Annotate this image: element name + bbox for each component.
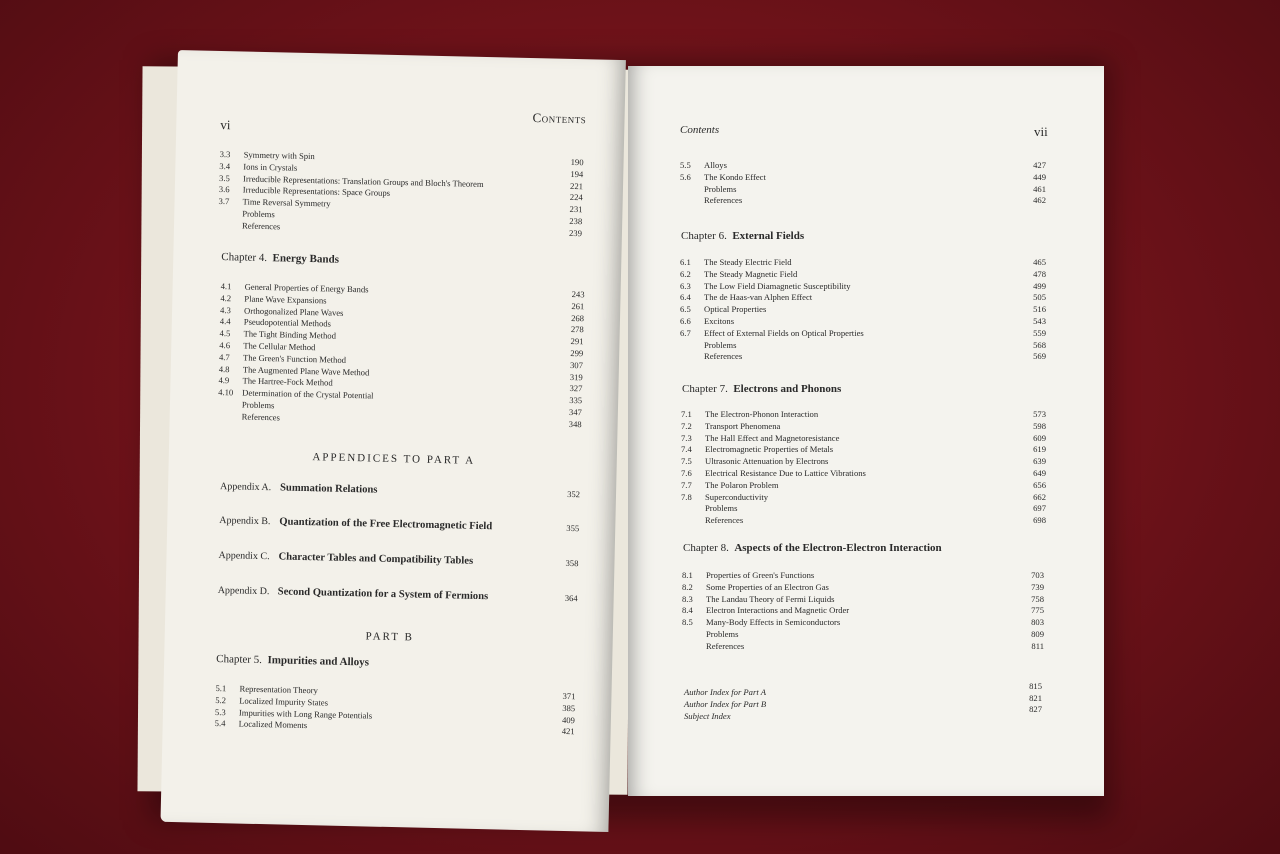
toc-num: 4.3	[220, 304, 231, 315]
toc-num: 7.4	[681, 444, 692, 455]
chapter-label: Chapter 6.	[681, 230, 727, 242]
chapter-label: Chapter 8.	[683, 542, 729, 554]
toc-num: 5.2	[215, 694, 227, 706]
toc-num: 4.7	[218, 351, 230, 363]
toc-num	[681, 503, 705, 515]
toc-title: References	[705, 515, 744, 526]
appendix-label: Appendix A.	[219, 481, 272, 494]
toc-page: 462	[1033, 195, 1046, 206]
toc-page: 543	[1033, 315, 1046, 326]
toc-row	[680, 172, 1046, 184]
toc-title: Some Properties of an Electron Gas	[706, 581, 829, 592]
toc-num: 8.5	[682, 617, 693, 628]
toc-page: 698	[1033, 515, 1046, 526]
toc-num: 6.6	[680, 315, 691, 326]
toc-row	[681, 503, 1046, 515]
chapter-label: Chapter 4.	[221, 251, 268, 265]
toc-title: The Augmented Plane Wave Method	[242, 364, 370, 378]
appendix-page: 364	[564, 592, 578, 604]
toc-page: 427	[1033, 160, 1046, 170]
toc-title: Localized Moments	[238, 718, 308, 731]
toc-title: The Hall Effect and Magnetoresistance	[705, 432, 840, 443]
right-running-head: Contents	[680, 124, 720, 136]
toc-num: 5.5	[680, 160, 691, 170]
toc-title: Alloys	[704, 160, 727, 170]
toc-row	[680, 328, 1046, 340]
toc-row	[680, 292, 1046, 304]
toc-title: References	[704, 195, 743, 206]
appendix-page: 358	[565, 557, 579, 569]
appendix-title: Summation Relations	[279, 482, 378, 496]
toc-page: 649	[1033, 467, 1046, 478]
toc-title: Ultrasonic Attenuation by Electrons	[705, 456, 829, 467]
toc-title: Excitons	[704, 315, 735, 326]
toc-num: 5.1	[215, 683, 227, 694]
chapter-label: Chapter 5.	[216, 653, 263, 667]
left-top-entries	[218, 149, 584, 240]
toc-title: General Properties of Energy Bands	[244, 281, 369, 295]
toc-num	[682, 629, 706, 641]
toc-title: The de Haas-van Alphen Effect	[704, 292, 813, 303]
chapter-5-entries	[215, 683, 576, 738]
toc-page: 307	[569, 359, 584, 371]
toc-num: 7.3	[681, 432, 692, 443]
toc-title: Impurities with Long Range Potentials	[238, 707, 373, 721]
toc-page: 758	[1031, 593, 1044, 604]
toc-num: 7.8	[681, 491, 692, 502]
chapter-4-entries	[218, 281, 585, 431]
chapter-title: Electrons and Phonons	[733, 383, 842, 395]
appendix-row	[220, 481, 580, 500]
toc-page: 371	[562, 690, 576, 702]
left-page-number: vi	[220, 116, 231, 133]
appendix-row	[218, 550, 578, 569]
toc-num: 6.5	[680, 304, 691, 315]
toc-num: 7.1	[681, 409, 692, 419]
toc-title: The Low Field Diamagnetic Susceptibility	[704, 280, 851, 291]
chapter-8-entries	[682, 570, 1044, 653]
toc-page: 190	[570, 156, 584, 168]
toc-title: Ions in Crystals	[243, 161, 298, 173]
toc-num: 6.4	[680, 292, 691, 303]
toc-title: Problems	[241, 399, 275, 411]
toc-page: 662	[1033, 491, 1046, 502]
toc-page: 703	[1031, 570, 1044, 580]
toc-num: 4.4	[219, 316, 231, 327]
toc-page: 239	[568, 227, 583, 238]
toc-num: 5.3	[214, 706, 226, 717]
toc-page: 656	[1033, 479, 1046, 490]
toc-title: Transport Phenomena	[705, 420, 781, 431]
toc-num: 3.3	[219, 148, 231, 160]
toc-page: 327	[569, 383, 583, 394]
toc-row	[681, 421, 1046, 433]
toc-page: 697	[1033, 503, 1046, 514]
toc-num: 3.5	[219, 172, 230, 183]
toc-title: Many-Body Effects in Semiconductors	[706, 617, 841, 628]
toc-num	[680, 340, 704, 352]
part-b-title: PART B	[365, 630, 415, 644]
toc-title: The Electron-Phonon Interaction	[705, 409, 819, 419]
toc-page: 739	[1031, 581, 1044, 592]
toc-row	[680, 340, 1046, 352]
toc-page: 811	[1031, 640, 1044, 651]
toc-row	[682, 605, 1044, 617]
index-title: Author Index for Part B	[684, 699, 767, 709]
toc-title: References	[704, 351, 743, 362]
toc-num	[218, 399, 242, 411]
toc-title: Superconductivity	[705, 491, 769, 502]
toc-num: 8.3	[682, 593, 693, 604]
toc-page: 639	[1033, 456, 1046, 467]
toc-page: 291	[570, 336, 584, 347]
index-titles	[684, 686, 884, 722]
toc-num: 6.3	[680, 280, 691, 291]
toc-row	[680, 351, 1046, 363]
toc-page: 194	[570, 168, 584, 180]
left-page	[160, 50, 625, 832]
toc-num: 4.10	[218, 387, 234, 398]
toc-num: 3.4	[219, 160, 231, 172]
toc-num: 6.1	[680, 257, 691, 267]
right-page-number: vii	[1034, 124, 1048, 139]
toc-title: The Steady Magnetic Field	[704, 268, 798, 279]
toc-row	[681, 468, 1046, 480]
toc-row	[682, 570, 1044, 582]
toc-title: Problems	[705, 503, 738, 514]
toc-page: 598	[1033, 420, 1046, 431]
toc-num	[218, 411, 242, 423]
toc-page: 569	[1033, 351, 1046, 362]
toc-page: 609	[1033, 432, 1046, 443]
index-page: 821	[1029, 692, 1042, 703]
toc-title: References	[241, 220, 281, 232]
toc-title: Problems	[704, 183, 737, 194]
toc-row	[681, 444, 1046, 456]
toc-title: Effect of External Fields on Optical Properties	[704, 327, 864, 338]
toc-title: Electromagnetic Properties of Metals	[705, 444, 834, 455]
toc-title: Problems	[704, 339, 737, 350]
toc-row	[682, 641, 1044, 653]
toc-row	[680, 257, 1046, 269]
toc-num: 6.7	[680, 327, 691, 338]
toc-title: Properties of Green's Functions	[706, 570, 815, 580]
toc-row	[680, 184, 1046, 196]
chapter-title: Energy Bands	[272, 252, 340, 266]
toc-num: 3.6	[218, 184, 230, 195]
index-title: Author Index for Part A	[684, 687, 766, 697]
toc-title: The Hartree-Fock Method	[242, 375, 333, 388]
toc-page: 461	[1033, 183, 1046, 194]
toc-page: 347	[568, 406, 582, 418]
toc-page: 478	[1033, 268, 1046, 279]
chapter-6-entries	[680, 257, 1046, 363]
toc-num: 7.6	[681, 467, 692, 478]
toc-num: 4.6	[219, 339, 231, 351]
toc-page: 499	[1033, 280, 1046, 291]
toc-title: The Landau Theory of Fermi Liquids	[706, 593, 835, 604]
toc-title: Time Reversal Symmetry	[242, 196, 331, 209]
toc-num: 4.1	[220, 281, 232, 292]
chapter-7-entries	[681, 409, 1046, 527]
index-pages	[1006, 681, 1042, 716]
toc-num: 8.2	[682, 581, 693, 592]
toc-title: Problems	[242, 208, 275, 220]
toc-page: 465	[1033, 257, 1046, 267]
toc-page: 505	[1033, 292, 1046, 303]
right-page	[628, 66, 1104, 796]
chapter-title: Aspects of the Electron-Electron Interaction	[734, 542, 942, 554]
toc-title: Irreducible Representations: Translation Groups and Bloch's Theorem	[242, 173, 484, 189]
toc-title: References	[241, 411, 280, 423]
chapter-7-heading	[682, 383, 841, 395]
toc-title: The Kondo Effect	[704, 171, 766, 182]
chapter-6-heading	[681, 230, 804, 242]
toc-num	[680, 184, 704, 196]
toc-page: 268	[571, 312, 585, 323]
chapter-title: External Fields	[732, 230, 805, 242]
toc-row	[681, 492, 1046, 504]
appendix-title: Second Quantization for a System of Fermions	[277, 586, 489, 603]
toc-page: 348	[568, 418, 582, 430]
appendices-title: APPENDICES TO PART A	[312, 451, 476, 467]
toc-title: Problems	[706, 628, 739, 639]
toc-row	[682, 594, 1044, 606]
toc-title: The Cellular Method	[243, 340, 316, 353]
toc-page: 619	[1033, 444, 1046, 455]
toc-page: 238	[569, 215, 583, 227]
toc-row	[681, 515, 1046, 527]
toc-num: 8.1	[682, 570, 693, 580]
chapter-5-heading	[216, 653, 369, 668]
toc-num	[680, 351, 704, 363]
toc-num: 8.4	[682, 605, 693, 616]
toc-page: 409	[561, 714, 576, 725]
toc-title: Localized Impurity States	[239, 695, 329, 708]
toc-row	[682, 629, 1044, 641]
index-title: Subject Index	[684, 711, 731, 721]
toc-num	[218, 220, 242, 232]
toc-row	[681, 456, 1046, 468]
toc-page: 221	[570, 180, 584, 191]
toc-page: 573	[1033, 409, 1046, 419]
chapter-title: Impurities and Alloys	[267, 654, 370, 669]
toc-page: 261	[571, 300, 585, 312]
toc-page: 278	[570, 324, 584, 335]
chapter-8-heading	[683, 542, 942, 554]
toc-page: 809	[1031, 628, 1044, 639]
index-page: 827	[1029, 704, 1042, 714]
toc-row	[680, 316, 1046, 328]
appendix-label: Appendix B.	[219, 515, 271, 528]
toc-title: Symmetry with Spin	[243, 149, 315, 162]
toc-page: 516	[1033, 304, 1046, 315]
index-page: 815	[1029, 681, 1042, 691]
toc-title: Irreducible Representations: Space Groups	[242, 184, 391, 199]
toc-row	[680, 281, 1046, 293]
toc-num	[681, 515, 705, 527]
toc-num: 7.2	[681, 420, 692, 431]
toc-row	[680, 304, 1046, 316]
toc-num: 5.6	[680, 171, 691, 182]
appendix-row	[219, 515, 579, 534]
appendix-label: Appendix D.	[217, 585, 270, 598]
toc-num: 7.5	[681, 456, 692, 467]
toc-page: 421	[561, 726, 575, 737]
appendix-title: Character Tables and Compatibility Tables	[278, 551, 474, 567]
toc-num: 5.4	[214, 718, 226, 729]
toc-num	[680, 195, 704, 207]
toc-page: 224	[569, 192, 583, 203]
toc-row	[682, 582, 1044, 594]
toc-page: 231	[569, 204, 583, 215]
toc-num: 6.2	[680, 268, 691, 279]
toc-row	[681, 480, 1046, 492]
toc-title: The Green's Function Method	[242, 352, 347, 365]
toc-num: 4.8	[218, 363, 230, 374]
toc-num: 4.9	[218, 375, 230, 386]
chapter-4-heading	[221, 251, 339, 266]
appendix-page: 355	[566, 522, 580, 534]
toc-title: Electron Interactions and Magnetic Order	[706, 605, 850, 616]
toc-title: References	[706, 640, 745, 651]
toc-num: 7.7	[681, 479, 692, 490]
toc-page: 335	[569, 395, 583, 406]
toc-title: Determination of the Crystal Potential	[242, 387, 374, 401]
toc-row	[680, 269, 1046, 281]
toc-title: Representation Theory	[239, 683, 318, 696]
right-top-entries	[680, 160, 1046, 207]
chapter-label: Chapter 7.	[682, 383, 728, 395]
toc-page: 319	[569, 371, 583, 382]
toc-title: The Steady Electric Field	[704, 257, 792, 267]
appendix-label: Appendix C.	[218, 550, 270, 563]
toc-num	[218, 208, 242, 220]
toc-page: 568	[1033, 339, 1046, 350]
toc-page: 559	[1033, 327, 1046, 338]
toc-title: Electrical Resistance Due to Lattice Vibrations	[705, 467, 866, 478]
toc-row	[680, 195, 1046, 207]
toc-row	[681, 409, 1046, 421]
toc-page: 243	[571, 288, 585, 300]
toc-page: 299	[570, 347, 584, 359]
toc-page: 775	[1031, 605, 1044, 616]
toc-row	[682, 617, 1044, 629]
toc-num: 4.5	[219, 328, 231, 339]
left-running-head: Contents	[532, 110, 587, 127]
toc-title: The Tight Binding Method	[243, 328, 337, 341]
appendix-title: Quantization of the Free Electromagnetic Field	[279, 516, 493, 533]
toc-title: Optical Properties	[704, 304, 767, 315]
toc-title: The Polaron Problem	[705, 479, 779, 490]
toc-num	[682, 641, 706, 653]
appendix-page: 352	[567, 488, 581, 500]
toc-num: 3.7	[218, 196, 230, 207]
appendix-row	[218, 585, 578, 604]
toc-title: Orthogonalized Plane Waves	[244, 305, 344, 318]
toc-page: 385	[562, 702, 576, 713]
toc-title: Plane Wave Expansions	[244, 293, 327, 306]
toc-num: 4.2	[220, 292, 232, 304]
toc-row	[681, 433, 1046, 445]
toc-page: 803	[1031, 617, 1044, 628]
toc-row	[680, 160, 1046, 172]
toc-page: 449	[1033, 171, 1046, 182]
toc-title: Pseudopotential Methods	[243, 316, 332, 329]
